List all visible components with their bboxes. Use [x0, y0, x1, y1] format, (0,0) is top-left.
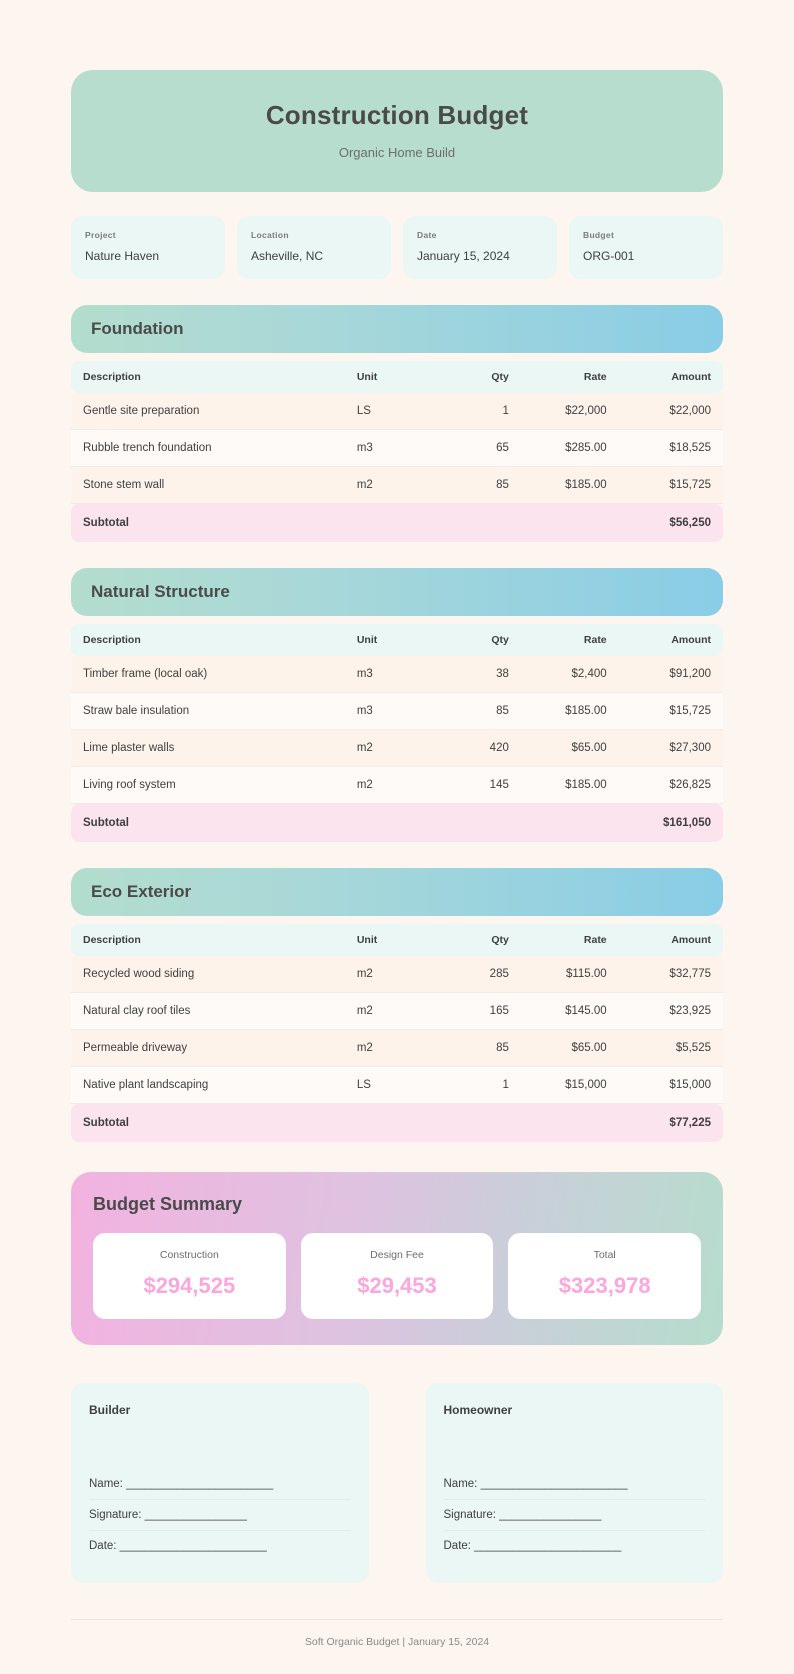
- cell-qty: 85: [436, 467, 521, 504]
- cell-qty: 165: [436, 993, 521, 1030]
- cell-amount: $32,775: [619, 956, 723, 993]
- meta-card-row: [71, 216, 723, 279]
- column-header-description: Description: [71, 624, 345, 656]
- cell-rate: $115.00: [521, 956, 619, 993]
- table-header-row: [71, 924, 723, 956]
- section-header: Eco Exterior: [71, 868, 723, 916]
- table-row: [71, 956, 723, 993]
- column-header-amount: Amount: [619, 361, 723, 393]
- column-header-qty: Qty: [436, 624, 521, 656]
- table-row: [71, 730, 723, 767]
- cell-amount: $23,925: [619, 993, 723, 1030]
- budget-section: [71, 305, 723, 542]
- cell-amount: $15,000: [619, 1067, 723, 1104]
- subtotal-spacer: [521, 804, 619, 843]
- column-header-unit: Unit: [345, 924, 436, 956]
- signature-name-line[interactable]: Name: _______________________: [89, 1469, 351, 1500]
- column-header-rate: Rate: [521, 924, 619, 956]
- subtotal-label: Subtotal: [71, 504, 345, 543]
- summary-card-construction: [93, 1233, 286, 1319]
- summary-card-row: [93, 1233, 701, 1319]
- summary-card-total: [508, 1233, 701, 1319]
- summary-card-label: Design Fee: [370, 1249, 424, 1261]
- cell-description: Straw bale insulation: [71, 693, 345, 730]
- cell-qty: 65: [436, 430, 521, 467]
- meta-label: Budget: [583, 230, 615, 240]
- column-header-unit: Unit: [345, 624, 436, 656]
- meta-card-location: [237, 216, 391, 279]
- signature-row: [71, 1383, 723, 1583]
- signature-role: Homeowner: [443, 1403, 513, 1417]
- cell-unit: m2: [345, 730, 436, 767]
- meta-label: Project: [85, 230, 116, 240]
- meta-card-project: [71, 216, 225, 279]
- section-header: Foundation: [71, 305, 723, 353]
- subtotal-row: [71, 804, 723, 843]
- column-header-unit: Unit: [345, 361, 436, 393]
- cell-description: Permeable driveway: [71, 1030, 345, 1067]
- cell-unit: m2: [345, 1030, 436, 1067]
- budget-section: [71, 568, 723, 842]
- column-header-amount: Amount: [619, 624, 723, 656]
- table-header-row: [71, 361, 723, 393]
- meta-card-date: [403, 216, 557, 279]
- signature-date-line[interactable]: Date: _______________________: [89, 1540, 267, 1552]
- table-row: [71, 693, 723, 730]
- summary-card-label: Construction: [159, 1249, 219, 1261]
- summary-card-label: Total: [593, 1249, 616, 1261]
- summary-card-value: $323,978: [558, 1273, 651, 1298]
- subtotal-spacer: [345, 1104, 436, 1143]
- cell-rate: $65.00: [521, 730, 619, 767]
- table-row: [71, 430, 723, 467]
- cell-unit: m2: [345, 467, 436, 504]
- subtotal-amount: $77,225: [619, 1104, 723, 1143]
- line-item-table: [71, 624, 723, 842]
- subtotal-spacer: [521, 1104, 619, 1143]
- subtotal-row: [71, 1104, 723, 1143]
- column-header-description: Description: [71, 361, 345, 393]
- meta-label: Date: [417, 230, 437, 240]
- summary-card-value: $29,453: [357, 1273, 437, 1298]
- cell-description: Natural clay roof tiles: [71, 993, 345, 1030]
- subtotal-spacer: [436, 1104, 521, 1143]
- subtotal-amount: $56,250: [619, 504, 723, 543]
- subtotal-spacer: [345, 804, 436, 843]
- cell-description: Stone stem wall: [71, 467, 345, 504]
- column-header-rate: Rate: [521, 361, 619, 393]
- cell-rate: $15,000: [521, 1067, 619, 1104]
- summary-card-value: $294,525: [143, 1273, 236, 1298]
- column-header-rate: Rate: [521, 624, 619, 656]
- cell-amount: $26,825: [619, 767, 723, 804]
- column-header-amount: Amount: [619, 924, 723, 956]
- cell-description: Native plant landscaping: [71, 1067, 345, 1104]
- cell-rate: $2,400: [521, 656, 619, 693]
- table-row: [71, 393, 723, 430]
- cell-description: Living roof system: [71, 767, 345, 804]
- cell-qty: 420: [436, 730, 521, 767]
- cell-rate: $22,000: [521, 393, 619, 430]
- cell-unit: m3: [345, 693, 436, 730]
- table-row: [71, 993, 723, 1030]
- cell-unit: m2: [345, 767, 436, 804]
- cell-amount: $5,525: [619, 1030, 723, 1067]
- cell-qty: 85: [436, 693, 521, 730]
- cell-qty: 145: [436, 767, 521, 804]
- cell-description: Timber frame (local oak): [71, 656, 345, 693]
- cell-rate: $185.00: [521, 693, 619, 730]
- subtotal-row: [71, 504, 723, 543]
- cell-qty: 285: [436, 956, 521, 993]
- meta-label: Location: [251, 230, 289, 240]
- table-row: [71, 656, 723, 693]
- cell-description: Gentle site preparation: [71, 393, 345, 430]
- document-header: [71, 70, 723, 192]
- meta-value: Nature Haven: [85, 249, 160, 263]
- table-row: [71, 767, 723, 804]
- cell-rate: $145.00: [521, 993, 619, 1030]
- page-title: Construction Budget: [265, 100, 529, 130]
- budget-summary: [71, 1172, 723, 1345]
- budget-sections: [71, 305, 723, 1142]
- budget-section: [71, 868, 723, 1142]
- table-header-row: [71, 624, 723, 656]
- subtotal-label: Subtotal: [71, 804, 345, 843]
- subtotal-spacer: [345, 504, 436, 543]
- summary-card-design-fee: [301, 1233, 494, 1319]
- cell-unit: m2: [345, 993, 436, 1030]
- subtotal-spacer: [521, 504, 619, 543]
- signature-block-builder: [71, 1383, 369, 1583]
- line-item-table: [71, 361, 723, 542]
- cell-amount: $22,000: [619, 393, 723, 430]
- table-row: [71, 467, 723, 504]
- cell-amount: $91,200: [619, 656, 723, 693]
- signature-date-line[interactable]: Date: _______________________: [443, 1540, 622, 1552]
- cell-rate: $285.00: [521, 430, 619, 467]
- cell-amount: $18,525: [619, 430, 723, 467]
- cell-qty: 38: [436, 656, 521, 693]
- section-header: Natural Structure: [71, 568, 723, 616]
- column-header-qty: Qty: [436, 361, 521, 393]
- cell-rate: $185.00: [521, 467, 619, 504]
- cell-description: Recycled wood siding: [71, 956, 345, 993]
- cell-rate: $185.00: [521, 767, 619, 804]
- table-row: [71, 1030, 723, 1067]
- document-footer: Soft Organic Budget | January 15, 2024: [71, 1619, 723, 1674]
- meta-card-budget: [569, 216, 723, 279]
- cell-unit: m2: [345, 956, 436, 993]
- cell-rate: $65.00: [521, 1030, 619, 1067]
- cell-unit: m3: [345, 656, 436, 693]
- subtotal-spacer: [436, 504, 521, 543]
- cell-amount: $15,725: [619, 693, 723, 730]
- cell-description: Lime plaster walls: [71, 730, 345, 767]
- cell-amount: $27,300: [619, 730, 723, 767]
- meta-value: ORG-001: [583, 249, 635, 263]
- signature-block-homeowner: [426, 1383, 724, 1583]
- column-header-description: Description: [71, 924, 345, 956]
- cell-unit: LS: [345, 1067, 436, 1104]
- subtotal-spacer: [436, 804, 521, 843]
- cell-qty: 1: [436, 393, 521, 430]
- cell-qty: 85: [436, 1030, 521, 1067]
- signature-signature-line[interactable]: Signature: ________________: [444, 1500, 706, 1531]
- cell-qty: 1: [436, 1067, 521, 1104]
- subtotal-amount: $161,050: [619, 804, 723, 843]
- meta-value: January 15, 2024: [417, 249, 510, 263]
- subtotal-label: Subtotal: [71, 1104, 345, 1143]
- cell-description: Rubble trench foundation: [71, 430, 345, 467]
- cell-unit: m3: [345, 430, 436, 467]
- page-subtitle: Organic Home Build: [338, 145, 456, 160]
- summary-title: Budget Summary: [93, 1194, 243, 1214]
- cell-amount: $15,725: [619, 467, 723, 504]
- signature-name-line[interactable]: Name: _______________________: [444, 1469, 706, 1500]
- cell-unit: LS: [345, 393, 436, 430]
- column-header-qty: Qty: [436, 924, 521, 956]
- line-item-table: [71, 924, 723, 1142]
- meta-value: Asheville, NC: [251, 249, 324, 263]
- table-row: [71, 1067, 723, 1104]
- signature-role: Builder: [89, 1403, 131, 1417]
- signature-signature-line[interactable]: Signature: ________________: [89, 1500, 351, 1531]
